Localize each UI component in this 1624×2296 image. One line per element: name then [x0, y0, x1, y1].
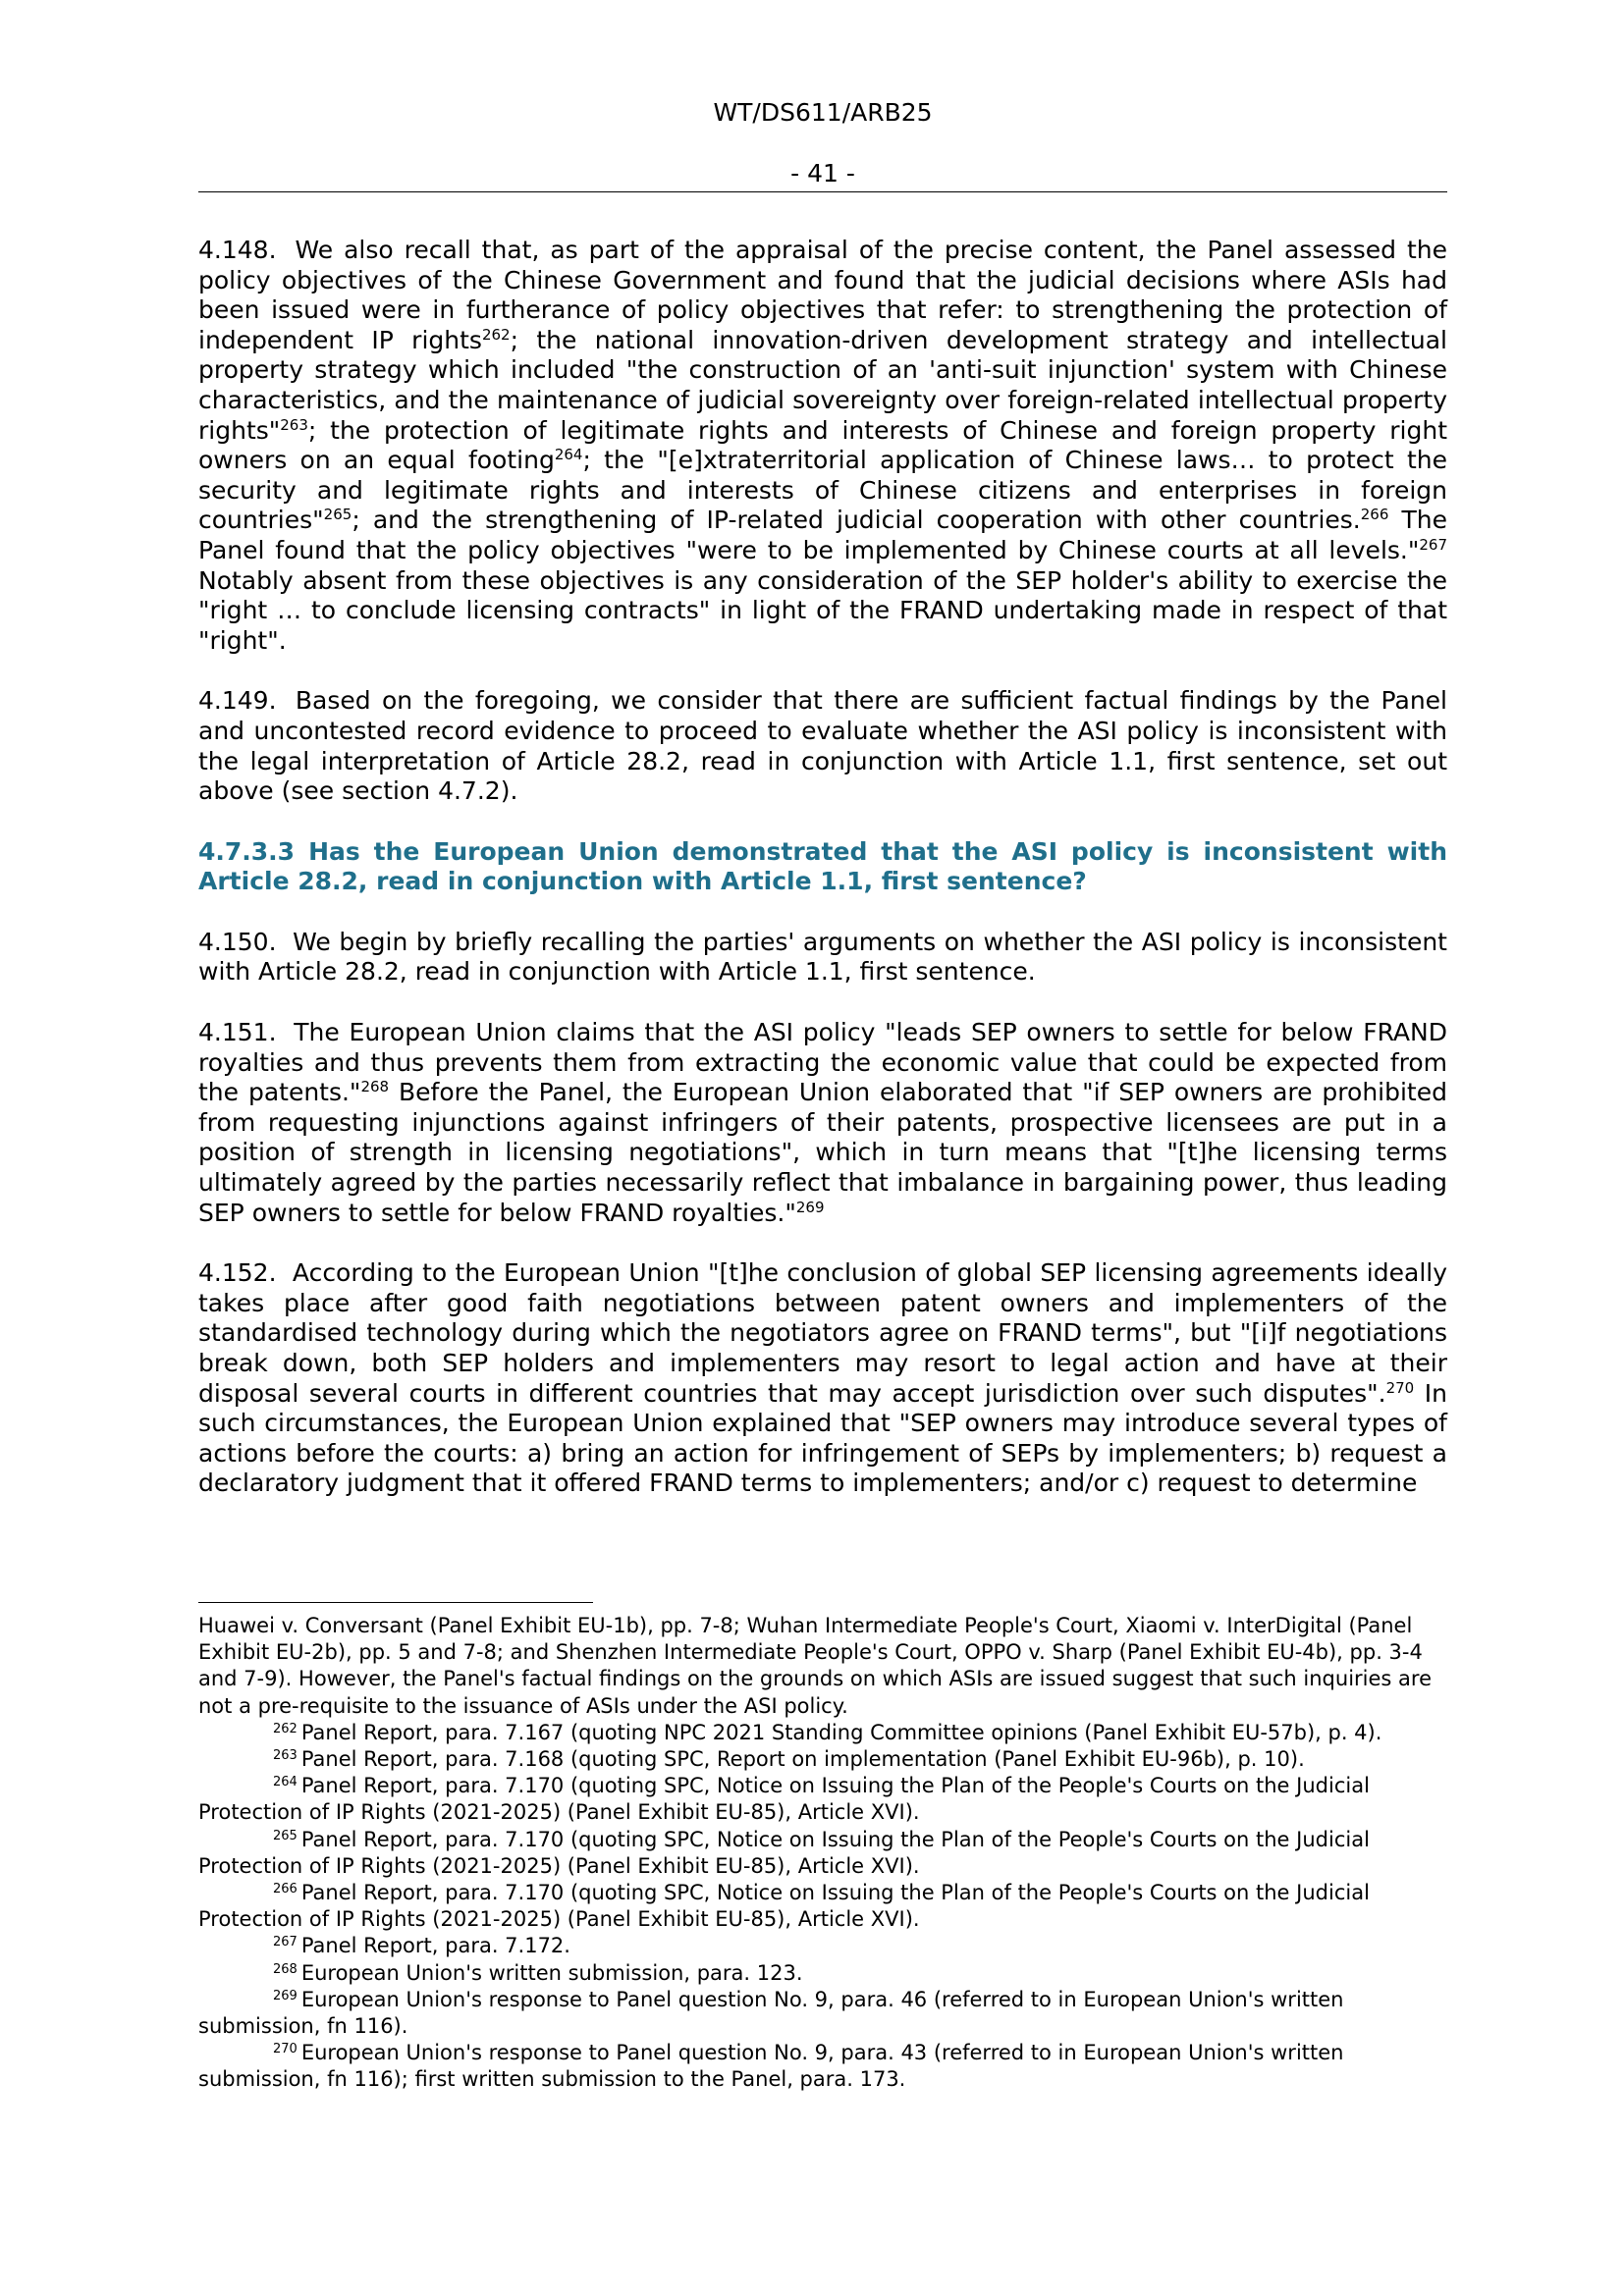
footnote-265: $^{265}$ Panel Report, para. 7.170 (quoting SPC, Notice on Issuing the Plan of the People's Courts on the Judicial Protection of IP Rights (2021-2025) (Panel Exhibit EU-85), Article XVI). — [198, 1827, 1370, 1878]
paragraph-4-150: 4.150. We begin by briefly recalling the parties' arguments on whether the ASI policy is inconsistent with Article 28.2, read in conjunction with Article 1.1, first sentence. — [198, 927, 1447, 987]
footnote-262: $^{262}$ Panel Report, para. 7.167 (quoting NPC 2021 Standing Committee opinions (Panel Exhibit EU-57b), p. 4). — [273, 1720, 1382, 1744]
footnote-ref[interactable]: 268 — [360, 1078, 390, 1096]
paragraph-4-152: 4.152. According to the European Union "[t]he conclusion of global SEP licensing agreements ideally takes place after good faith negotiations between patent owners and implementers of the standardised technology during which the negotiators agree on FRAND terms", but "[i]f negotiations break down, both SEP holders and implementers may resort to legal action and have at their disposal several courts in different countries that may accept jurisdiction over such disputes".$^{270}$ In such circumstances, the European Union explained that "SEP owners may introduce several types of actions before the courts: a) bring an action for infringement of SEPs by implementers; b) request a declaratory judgment that it offered FRAND terms to implementers; and/or c) request to determine — [198, 1258, 1448, 1498]
footnote-continuation: Huawei v. Conversant (Panel Exhibit EU-1b), pp. 7-8; Wuhan Intermediate People's Court, Xiaomi v. InterDigital (Panel Exhibit EU-2b), pp. 5 and 7-8; and Shenzhen Intermediate People's Court, OPPO v. Sharp (Panel Exhibit EU-4b), pp. 3-4 and 7-9). However, the Panel's factual findings on the grounds on which ASIs are issued suggest that such inquiries are not a pre-requisite to the issuance of ASIs under the ASI policy. — [198, 1614, 1432, 1718]
footnote-separator — [198, 1602, 593, 1603]
footnote-number: 262 — [273, 1721, 298, 1736]
footnote-number: 263 — [273, 1748, 298, 1764]
footnote-ref[interactable]: 269 — [795, 1198, 825, 1216]
footnote-number: 268 — [273, 1961, 298, 1977]
footnote-number: 267 — [273, 1935, 298, 1950]
paragraph-number: 4.148. — [198, 236, 277, 264]
paragraph-4-151: 4.151. The European Union claims that the ASI policy "leads SEP owners to settle for below FRAND royalties and thus prevents them from extracting the economic value that could be expected from the patents."$^{268}$ Before the Panel, the European Union elaborated that "if SEP owners are prohibited from requesting injunctions against infringers of their patents, prospective licensees are put in a position of strength in licensing negotiations", which in turn means that "[t]he licensing terms ultimately agreed by the parties necessarily reflect that imbalance in bargaining power, thus leading SEP owners to settle for below FRAND royalties."$^{269}$ — [198, 1018, 1447, 1227]
footnote-number: 265 — [273, 1828, 298, 1843]
header-rule — [198, 191, 1447, 192]
footnote-263: $^{263}$ Panel Report, para. 7.168 (quoting SPC, Report on implementation (Panel Exhibit EU-96b), p. 10). — [273, 1747, 1305, 1772]
paragraph-4-148: 4.148. We also recall that, as part of the appraisal of the precise content, the Panel assessed the policy objectives of the Chinese Government and found that the judicial decisions where ASIs had been issued were in furtherance of policy objectives that refer: to strengthening the protection of independent IP rights$^{262}$; the national innovation-driven development strategy and intellectual property strategy which included "the construction of an 'anti-suit injunction' system with Chinese characteristics, and the maintenance of judicial sovereignty over foreign-related intellectual property rights"$^{263}$; the protection of legitimate rights and interests of Chinese and foreign property right owners on an equal footing$^{264}$; the "[e]xtraterritorial application of Chinese laws… to protect the security and legitimate rights and interests of Chinese citizens and enterprises in foreign countries"$^{265}$; and the strengthening of IP-related judicial cooperation with other countries.$^{266}$ The Panel found that the policy objectives "were to be implemented by Chinese courts at all levels."$^{267}$ Notably absent from these objectives is any consideration of the SEP holder's ability to exercise the "right … to conclude licensing contracts" in light of the FRAND undertaking made in respect of that "right". — [198, 236, 1448, 655]
footnote-269: $^{269}$ European Union's response to Panel question No. 9, para. 46 (referred to in European Union's written submission, fn 116). — [198, 1987, 1344, 2039]
footnote-number: 270 — [273, 2042, 298, 2057]
paragraph-number: 4.152. — [198, 1258, 277, 1288]
paragraph-4-149: 4.149. Based on the foregoing, we consider that there are sufficient factual findings by the Panel and uncontested record evidence to proceed to evaluate whether the ASI policy is inconsistent with the legal interpretation of Article 28.2, read in conjunction with Article 1.1, first sentence, set out above (see section 4.7.2). — [198, 686, 1448, 806]
footnote-ref[interactable]: 265 — [323, 506, 352, 524]
footnote-ref[interactable]: 264 — [554, 446, 583, 464]
footnote-267: $^{267}$ Panel Report, para. 7.172. — [273, 1934, 570, 1958]
page-number: - 41 - — [790, 159, 855, 187]
footnote-ref[interactable]: 270 — [1385, 1378, 1415, 1397]
paragraph-number: 4.150. — [198, 927, 277, 956]
footnote-ref[interactable]: 266 — [1360, 506, 1389, 524]
footnote-268: $^{268}$ European Union's written submission, para. 123. — [273, 1960, 803, 1985]
section-heading — [198, 837, 1447, 897]
footnote-ref[interactable]: 263 — [280, 415, 308, 434]
footnote-264: $^{264}$ Panel Report, para. 7.170 (quoting SPC, Notice on Issuing the Plan of the People's Courts on the Judicial Protection of IP Rights (2021-2025) (Panel Exhibit EU-85), Article XVI). — [198, 1774, 1370, 1825]
footnote-ref[interactable]: 262 — [481, 325, 511, 344]
footnote-ref[interactable]: 267 — [1419, 535, 1447, 554]
footnote-number: 269 — [273, 1988, 298, 2003]
body-text — [198, 236, 1447, 1529]
paragraph-number: 4.151. — [198, 1018, 277, 1047]
section-number: 4.7.3.3 — [198, 836, 296, 866]
section-title: Has the European Union demonstrated that the ASI policy is inconsistent with Article 28.2, read in conjunction with Article 1.1, first sentence? — [198, 836, 1447, 896]
footnote-270: $^{270}$ European Union's response to Panel question No. 9, para. 43 (referred to in European Union's written submission, fn 116); first written submission to the Panel, para. 173. — [198, 2041, 1344, 2092]
footnote-number: 266 — [273, 1882, 298, 1897]
footnote-number: 264 — [273, 1775, 298, 1790]
document-symbol: WT/DS611/ARB25 — [713, 98, 933, 127]
paragraph-number: 4.149. — [198, 686, 277, 716]
footnotes — [198, 1613, 1447, 2094]
footnote-266: $^{266}$ Panel Report, para. 7.170 (quoting SPC, Notice on Issuing the Plan of the People's Courts on the Judicial Protection of IP Rights (2021-2025) (Panel Exhibit EU-85), Article XVI). — [198, 1881, 1370, 1932]
